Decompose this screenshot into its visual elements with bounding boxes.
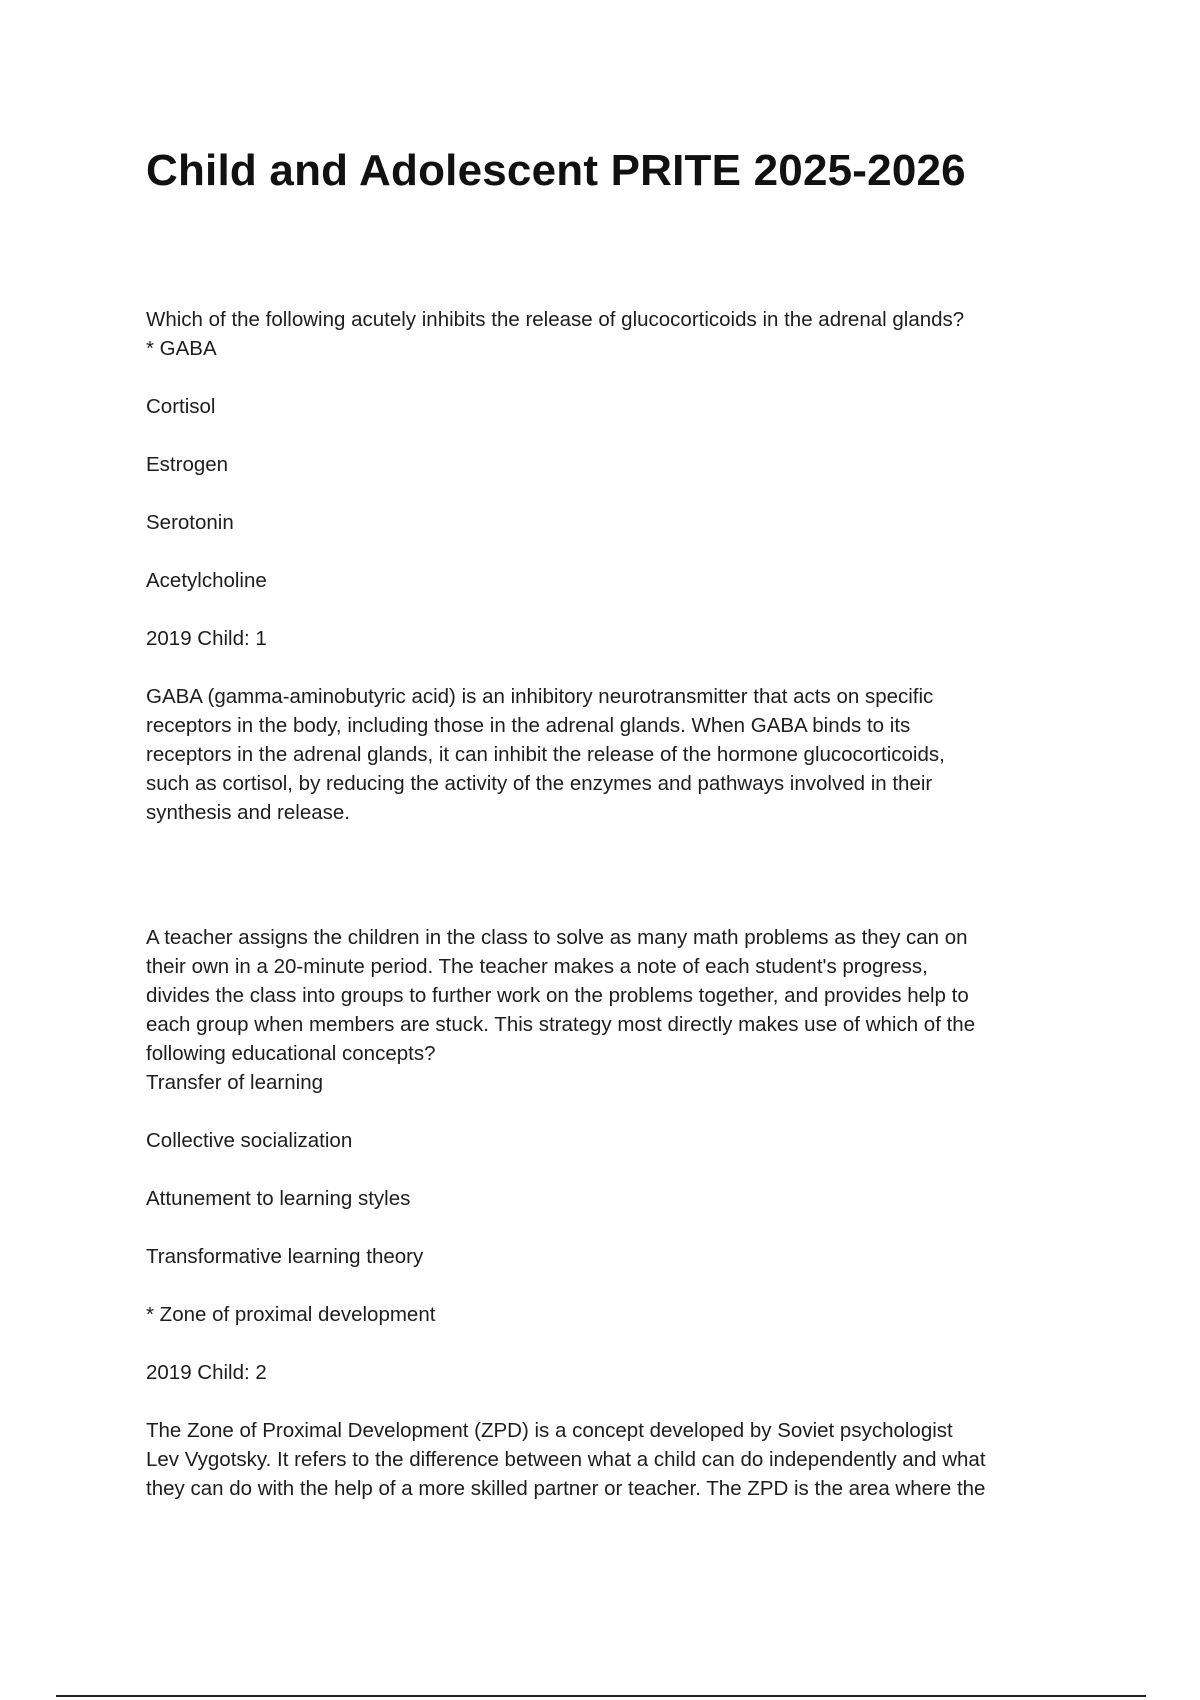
question-1-option-b: Cortisol (146, 395, 216, 418)
stem-line: each group when members are stuck. This strategy most directly makes use of which of the (146, 1013, 976, 1036)
stem-line: A teacher assigns the children in the class to solve as many math problems as they can on (146, 926, 968, 949)
question-1-stem: Which of the following acutely inhibits the release of glucocorticoids in the adrenal glands? (146, 308, 965, 331)
explanation-line: synthesis and release. (146, 801, 350, 824)
document-title: Child and Adolescent PRITE 2025-2026 (146, 146, 966, 195)
explanation-line: GABA (gamma-aminobutyric acid) is an inhibitory neurotransmitter that acts on specific (146, 685, 934, 708)
stem-line: divides the class into groups to further work on the problems together, and provides help to (146, 984, 969, 1007)
question-1-option-c: Estrogen (146, 453, 229, 476)
question-2-option-a: Transfer of learning (146, 1071, 323, 1094)
question-2-explanation (146, 1416, 1066, 1503)
question-2-option-c: Attunement to learning styles (146, 1187, 411, 1210)
question-1-source: 2019 Child: 1 (146, 627, 267, 650)
question-2 (146, 923, 1066, 1503)
question-2-option-b: Collective socialization (146, 1129, 353, 1152)
explanation-line: Lev Vygotsky. It refers to the difference between what a child can do independently and what (146, 1448, 986, 1471)
question-1-option-d: Serotonin (146, 511, 234, 534)
explanation-line: such as cortisol, by reducing the activity of the enzymes and pathways involved in their (146, 772, 933, 795)
question-1-option-a: * GABA (146, 337, 217, 360)
explanation-line: The Zone of Proximal Development (ZPD) is a concept developed by Soviet psychologist (146, 1419, 953, 1442)
question-2-option-e: * Zone of proximal development (146, 1303, 436, 1326)
page-bottom-rule (56, 1695, 1146, 1697)
question-1-explanation (146, 682, 1066, 827)
question-1-option-e: Acetylcholine (146, 569, 267, 592)
explanation-line: receptors in the adrenal glands, it can inhibit the release of the hormone glucocorticoids, (146, 743, 945, 766)
question-2-source: 2019 Child: 2 (146, 1361, 267, 1384)
stem-line: following educational concepts? (146, 1042, 436, 1065)
question-1 (146, 305, 1066, 827)
explanation-line: they can do with the help of a more skilled partner or teacher. The ZPD is the area where the (146, 1477, 986, 1500)
question-2-option-d: Transformative learning theory (146, 1245, 424, 1268)
question-2-stem (146, 923, 1066, 1068)
stem-line: their own in a 20-minute period. The teacher makes a note of each student's progress, (146, 955, 928, 978)
explanation-line: receptors in the body, including those in the adrenal glands. When GABA binds to its (146, 714, 911, 737)
